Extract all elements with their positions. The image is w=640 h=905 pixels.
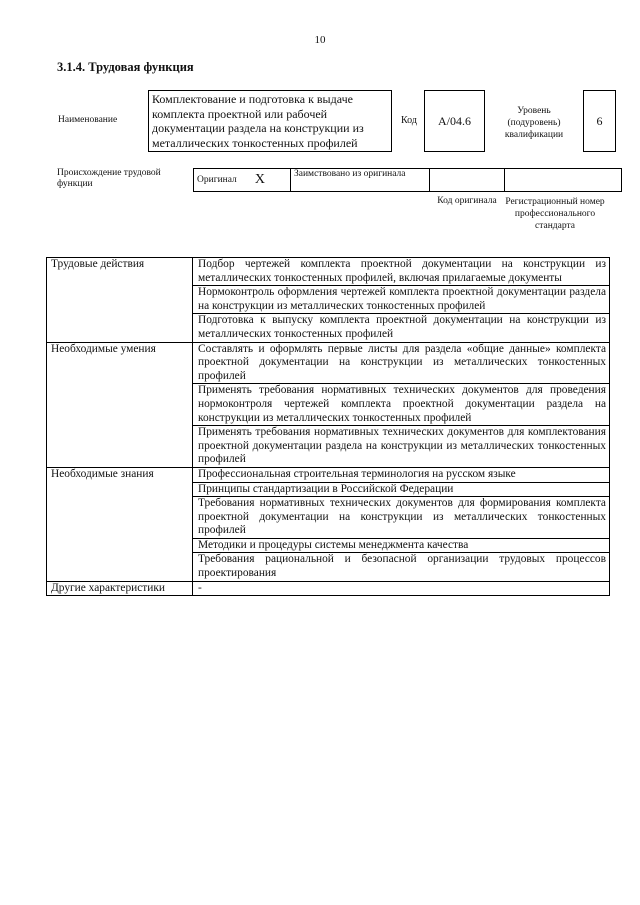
description-cell: Профессиональная строительная терминология на русском языке — [193, 467, 610, 482]
description-cell: Методики и процедуры системы менеджмента качества — [193, 538, 610, 553]
description-cell: Применять требования нормативных технических документов для комплектования проектной документации раздела на конструкции из металлических тонкостенных профилей — [193, 426, 610, 468]
borrowed-cell: Заимствовано из оригинала — [291, 169, 430, 192]
description-cell: Нормоконтроль оформления чертежей комплекта проектной документации раздела на конструкции из металлических тонкостенных профилей — [193, 286, 610, 314]
description-cell: Составлять и оформлять первые листы для раздела «общие данные» комплекта проектной документации на конструкции из металлических тонкостенных профилей — [193, 342, 610, 384]
level-label: Уровень (подуровень) квалификации — [504, 106, 564, 140]
category-cell: Другие характеристики — [47, 581, 193, 596]
table-row — [47, 258, 610, 286]
original-cell — [194, 169, 291, 192]
category-cell: Необходимые знания — [47, 467, 193, 581]
category-cell: Необходимые умения — [47, 342, 193, 467]
original-mark: X — [254, 171, 265, 187]
description-cell: Подготовка к выпуску комплекта проектной документации на конструкции из металлических тонкостенных профилей — [193, 314, 610, 342]
name-label: Наименование — [58, 115, 118, 125]
origin-code-cell — [430, 169, 505, 192]
reg-number-cell — [505, 169, 622, 192]
original-label: Оригинал — [197, 174, 237, 185]
code-caption: Код оригинала — [437, 196, 497, 206]
table-row — [47, 467, 610, 482]
description-cell: Требования рациональной и безопасной организации трудовых процессов проектирования — [193, 553, 610, 581]
description-cell: Применять требования нормативных технических документов для проведения нормоконтроля чертежей комплекта проектной документации раздела на конструкции из металлических тонкостенных профилей — [193, 384, 610, 426]
page-number: 10 — [314, 34, 326, 46]
code-box: А/04.6 — [424, 90, 485, 152]
code-label: Код — [401, 115, 417, 126]
origin-table — [193, 168, 622, 192]
description-cell: - — [193, 581, 610, 596]
section-title: 3.1.4. Трудовая функция — [57, 60, 194, 74]
function-details-table — [46, 257, 610, 596]
table-row — [47, 581, 610, 596]
table-row — [47, 342, 610, 384]
description-cell: Подбор чертежей комплекта проектной документации на конструкции из металлических тонкостенных профилей, включая прилагаемые документы — [193, 258, 610, 286]
category-cell: Трудовые действия — [47, 258, 193, 343]
description-cell: Принципы стандартизации в Российской Федерации — [193, 482, 610, 497]
level-box: 6 — [583, 90, 616, 152]
function-name-box: Комплектование и подготовка к выдаче комплекта проектной или рабочей документации раздела на конструкции из металлических тонкостенных профилей — [148, 90, 392, 152]
origin-label: Происхождение трудовой функции — [57, 168, 161, 189]
reg-caption: Регистрационный номер профессионального стандарта — [505, 197, 605, 231]
description-cell: Требования нормативных технических документов для формирования комплекта проектной документации на конструкции из металлических тонкостенных профилей — [193, 497, 610, 539]
